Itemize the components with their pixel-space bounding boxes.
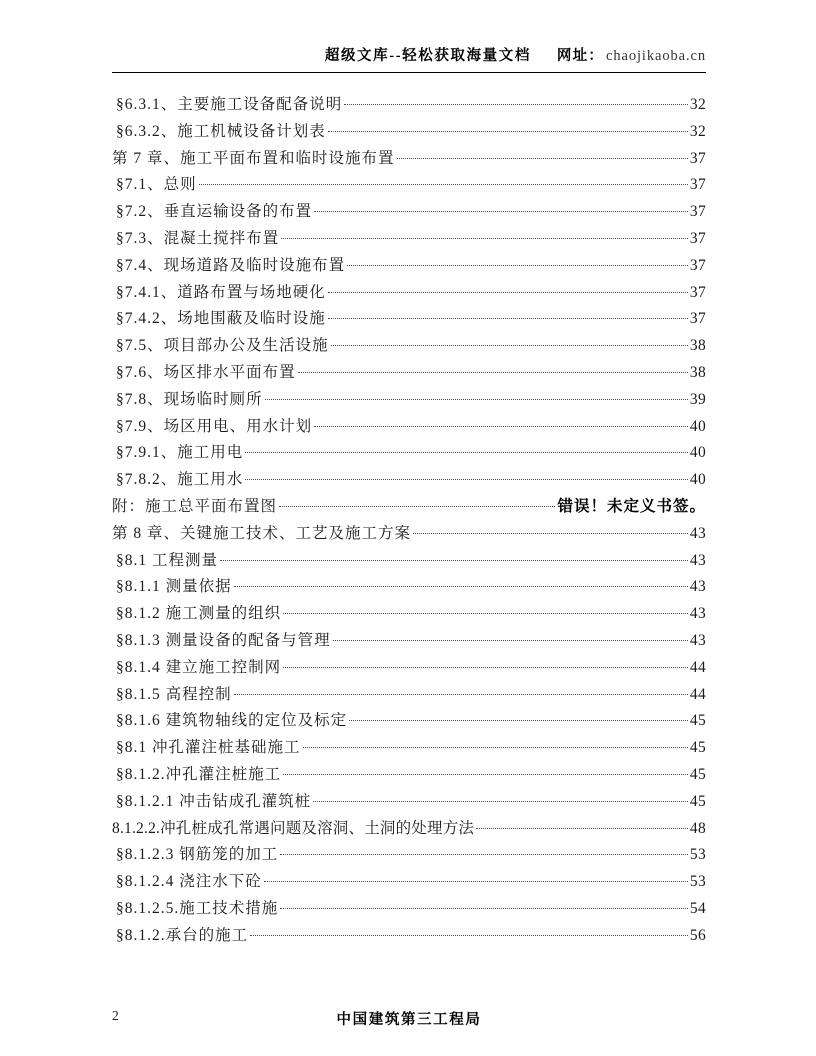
toc-dot-leader [245, 469, 688, 485]
toc-entry-label: §7.6、场区排水平面布置 [116, 363, 296, 381]
toc-dot-leader [349, 710, 688, 726]
toc-dot-leader [283, 656, 688, 672]
toc-entry-label: 第 8 章、关键施工技术、工艺及施工方案 [112, 524, 412, 542]
toc-dot-leader [328, 120, 688, 136]
toc-dot-leader [264, 871, 688, 887]
toc-entry-page-number: 40 [689, 444, 706, 462]
header-url-label: 网址： [556, 48, 605, 64]
toc-entry[interactable] [112, 253, 706, 280]
toc-entry-label: §7.4.1、道路布置与场地硬化 [116, 283, 326, 301]
toc-entry-label: §8.1.2.5.施工技术措施 [116, 899, 279, 917]
toc-entry[interactable] [112, 923, 706, 950]
footer-organization: 中国建筑第三工程局 [336, 1012, 482, 1028]
toc-entry[interactable] [112, 199, 706, 226]
toc-dot-leader [281, 227, 688, 243]
toc-entry-page-number: 37 [689, 203, 706, 221]
toc-entry[interactable] [112, 574, 706, 601]
toc-dot-leader [313, 790, 688, 806]
toc-entry-label: §7.1、总则 [116, 176, 197, 194]
toc-entry-label: §8.1.2.3 钢筋笼的加工 [116, 846, 279, 864]
toc-dot-leader [220, 549, 688, 565]
footer-page-number: 2 [112, 1008, 119, 1023]
toc-dot-leader [303, 737, 688, 753]
toc-entry-label: §8.1.6 建筑物轴线的定位及标定 [116, 712, 348, 730]
toc-entry[interactable] [112, 119, 706, 146]
toc-entry-page-number: 43 [689, 605, 706, 623]
toc-dot-leader [298, 361, 688, 377]
toc-entry-label: §8.1.2.承台的施工 [116, 926, 249, 944]
toc-entry-page-number: 37 [689, 256, 706, 274]
toc-dot-leader [279, 495, 555, 511]
toc-entry-label: §8.1.2 施工测量的组织 [116, 605, 282, 623]
header-title: 超级文库--轻松获取海量文档 [324, 48, 531, 64]
toc-entry-page-number: 37 [689, 176, 706, 194]
toc-entry-page-number: 32 [689, 122, 706, 140]
toc-entry-page-number: 43 [689, 578, 706, 596]
toc-entry-page-number: 43 [689, 631, 706, 649]
toc-entry[interactable] [112, 628, 706, 655]
toc-entry[interactable] [112, 789, 706, 816]
toc-dot-leader [397, 147, 688, 163]
toc-entry-page-number: 37 [689, 229, 706, 247]
toc-entry-page-number: 45 [689, 712, 706, 730]
toc-entry-label: §8.1.4 建立施工控制网 [116, 658, 282, 676]
toc-dot-leader [328, 308, 688, 324]
toc-dot-leader [234, 576, 688, 592]
toc-entry[interactable] [112, 682, 706, 709]
toc-entry-page-number: 39 [689, 390, 706, 408]
toc-entry-label: §8.1.1 测量依据 [116, 578, 232, 596]
toc-dot-leader [413, 522, 688, 538]
toc-dot-leader [250, 924, 688, 940]
toc-entry-page-number: 45 [689, 765, 706, 783]
toc-entry-label: 第 7 章、施工平面布置和临时设施布置 [112, 149, 395, 167]
toc-entry-page-number: 37 [689, 283, 706, 301]
toc-entry[interactable] [112, 816, 706, 843]
toc-dot-leader [476, 817, 688, 833]
toc-entry-label: §8.1.3 测量设备的配备与管理 [116, 631, 331, 649]
toc-entry-error: 错误！未定义书签。 [557, 497, 706, 515]
header-url-value: chaojikaoba.cn [606, 48, 706, 64]
toc-entry-label: §8.1.2.冲孔灌注桩施工 [116, 765, 282, 783]
header-content [112, 44, 706, 68]
toc-entry[interactable] [112, 306, 706, 333]
toc-entry-label: §7.4、现场道路及临时设施布置 [116, 256, 346, 274]
toc-entry-label: §8.1 冲孔灌注桩基础施工 [116, 739, 301, 757]
toc-dot-leader [314, 201, 688, 217]
toc-entry[interactable] [112, 494, 706, 521]
toc-entry[interactable] [112, 440, 706, 467]
toc-entry[interactable] [112, 548, 706, 575]
toc-dot-leader [280, 844, 688, 860]
toc-dot-leader [280, 897, 688, 913]
toc-entry-label: §8.1 工程测量 [116, 551, 219, 569]
toc-entry-page-number: 37 [689, 310, 706, 328]
toc-entry[interactable] [112, 360, 706, 387]
toc-entry-page-number: 48 [689, 819, 706, 837]
toc-entry[interactable] [112, 387, 706, 414]
toc-entry[interactable] [112, 172, 706, 199]
toc-entry-page-number: 56 [689, 926, 706, 944]
toc-entry-page-number: 45 [689, 739, 706, 757]
toc-entry[interactable] [112, 280, 706, 307]
toc-entry[interactable] [112, 467, 706, 494]
toc-dot-leader [199, 174, 688, 190]
toc-entry-label: §8.1.2.1 冲击钻成孔灌筑桩 [116, 792, 312, 810]
toc-dot-leader [347, 254, 688, 270]
toc-entry-label: §7.5、项目部办公及生活设施 [116, 337, 329, 355]
toc-entry-label: §7.2、垂直运输设备的布置 [116, 203, 313, 221]
toc-entry-page-number: 40 [689, 417, 706, 435]
page-header [112, 44, 706, 74]
toc-entry-label: §7.9.1、施工用电 [116, 444, 244, 462]
toc-entry-page-number: 53 [689, 846, 706, 864]
toc-entry-page-number: 38 [689, 363, 706, 381]
toc-entry[interactable] [112, 521, 706, 548]
toc-entry-page-number: 44 [689, 685, 706, 703]
toc-entry-label: 8.1.2.2.冲孔桩成孔常遇问题及溶洞、土洞的处理方法 [112, 819, 475, 837]
toc-entry[interactable] [112, 896, 706, 923]
toc-entry-page-number: 43 [689, 524, 706, 542]
toc-entry-label: §8.1.2.4 浇注水下砼 [116, 873, 262, 891]
toc-entry[interactable] [112, 762, 706, 789]
toc-dot-leader [234, 683, 688, 699]
toc-entry-page-number: 44 [689, 658, 706, 676]
toc-dot-leader [331, 335, 688, 351]
toc-entry-label: §7.8.2、施工用水 [116, 471, 244, 489]
toc-dot-leader [283, 603, 688, 619]
toc-entry-label: §8.1.5 高程控制 [116, 685, 232, 703]
header-divider [112, 72, 706, 73]
toc-dot-leader [283, 763, 688, 779]
toc-entry-page-number: 45 [689, 792, 706, 810]
toc-entry-page-number: 54 [689, 899, 706, 917]
toc-entry[interactable] [112, 735, 706, 762]
toc-entry-page-number: 40 [689, 471, 706, 489]
toc-dot-leader [333, 629, 688, 645]
toc-entry-label: §6.3.1、主要施工设备配备说明 [116, 96, 343, 113]
toc-entry[interactable] [112, 414, 706, 441]
toc-entry-page-number: 43 [689, 551, 706, 569]
toc-dot-leader [245, 442, 688, 458]
page-footer [112, 1008, 706, 1034]
toc-entry[interactable] [112, 869, 706, 896]
toc-entry-page-number: 37 [689, 149, 706, 167]
toc-dot-leader [265, 388, 688, 404]
toc-entry[interactable] [112, 708, 706, 735]
toc-dot-leader [328, 281, 688, 297]
toc-entry-label: §7.9、场区用电、用水计划 [116, 417, 313, 435]
toc-entry[interactable] [112, 655, 706, 682]
toc-dot-leader [344, 94, 688, 110]
toc-entry[interactable] [112, 146, 706, 173]
toc-entry[interactable] [112, 333, 706, 360]
toc-entry-label: 附：施工总平面布置图 [112, 497, 278, 515]
table-of-contents [112, 92, 706, 950]
toc-entry-label: §7.4.2、场地围蔽及临时设施 [116, 310, 326, 328]
toc-entry-label: §7.8、现场临时厕所 [116, 390, 263, 408]
toc-entry-page-number: 32 [689, 96, 706, 113]
toc-entry[interactable] [112, 226, 706, 253]
toc-entry-page-number: 38 [689, 337, 706, 355]
toc-entry[interactable] [112, 601, 706, 628]
toc-entry-page-number: 53 [689, 873, 706, 891]
toc-dot-leader [314, 415, 688, 431]
toc-entry[interactable] [112, 842, 706, 869]
toc-entry-label: §7.3、混凝土搅拌布置 [116, 229, 280, 247]
toc-entry-label: §6.3.2、施工机械设备计划表 [116, 122, 326, 140]
toc-entry[interactable] [112, 92, 706, 119]
